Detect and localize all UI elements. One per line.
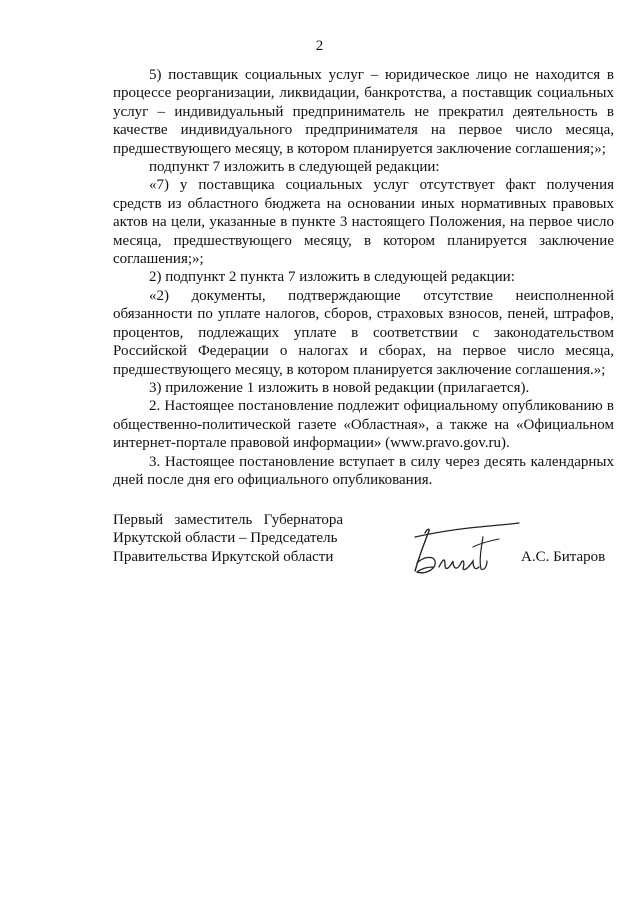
signer-position-line-3: Правительства Иркутской области: [113, 548, 334, 565]
signer-name: А.С. Битаров: [521, 549, 606, 565]
paragraph-subpoint-7-text: «7) у поставщика социальных услуг отсутствует факт получения средств из областного бюджета на основании иных нормативных правовых актов на цели, указанные в пункте 3 настоящего Положения, на первое число месяца, предшествующего месяцу, в котором планируется заключение соглашения;»;: [113, 177, 614, 268]
page-number: 2: [315, 38, 324, 54]
signer-position-line-2: Иркутской области – Председатель: [113, 530, 338, 547]
paragraph-item-2-documents: «2) документы, подтверждающие отсутствие неисполненной обязанности по уплате налогов, сборов, страховых взносов, пеней, штрафов, процентов, подлежащих уплате в соответствии с законодательством Российской Федерации о налогах и сборах, на первое число месяца, предшествующего месяцу, в котором планируется заключение соглашения.»;: [113, 287, 614, 378]
signer-position-word: Губернатора: [263, 512, 343, 528]
paragraph-item-2-instruction: 2) подпункт 2 пункта 7 изложить в следующей редакции:: [149, 269, 515, 286]
paragraph-entry-into-force: 3. Настоящее постановление вступает в силу через десять календарных дней после дня его официального опубликования.: [113, 453, 614, 488]
signer-position-word: Первый: [113, 512, 164, 528]
signature-block: [113, 511, 614, 591]
signer-position-word: заместитель: [174, 512, 253, 528]
paragraph-item-3-appendix: 3) приложение 1 изложить в новой редакции (прилагается).: [149, 379, 530, 396]
paragraph-publication: 2. Настоящее постановление подлежит официальному опубликованию в общественно-политической газете «Областная», а также на «Официальном интернет-портале правовой информации» (www.pravo.gov.ru).: [113, 398, 614, 452]
paragraph-item-5-supplier-status: 5) поставщик социальных услуг – юридическое лицо не находится в процессе реорганизации, ликвидации, банкротства, а поставщик социальных услуг – индивидуальный предприниматель не прекратил деятельность в качестве индивидуального предпринимателя на первое число месяца, предшествующего месяцу, в котором планируется заключение соглашения;»;: [113, 67, 614, 157]
signer-position: [113, 511, 343, 566]
signer-position-line-1: [113, 511, 343, 529]
handwritten-signature: [403, 517, 523, 587]
document-body: [113, 66, 614, 489]
paragraph-subpoint-7-instruction: подпункт 7 изложить в следующей редакции:: [149, 159, 440, 176]
